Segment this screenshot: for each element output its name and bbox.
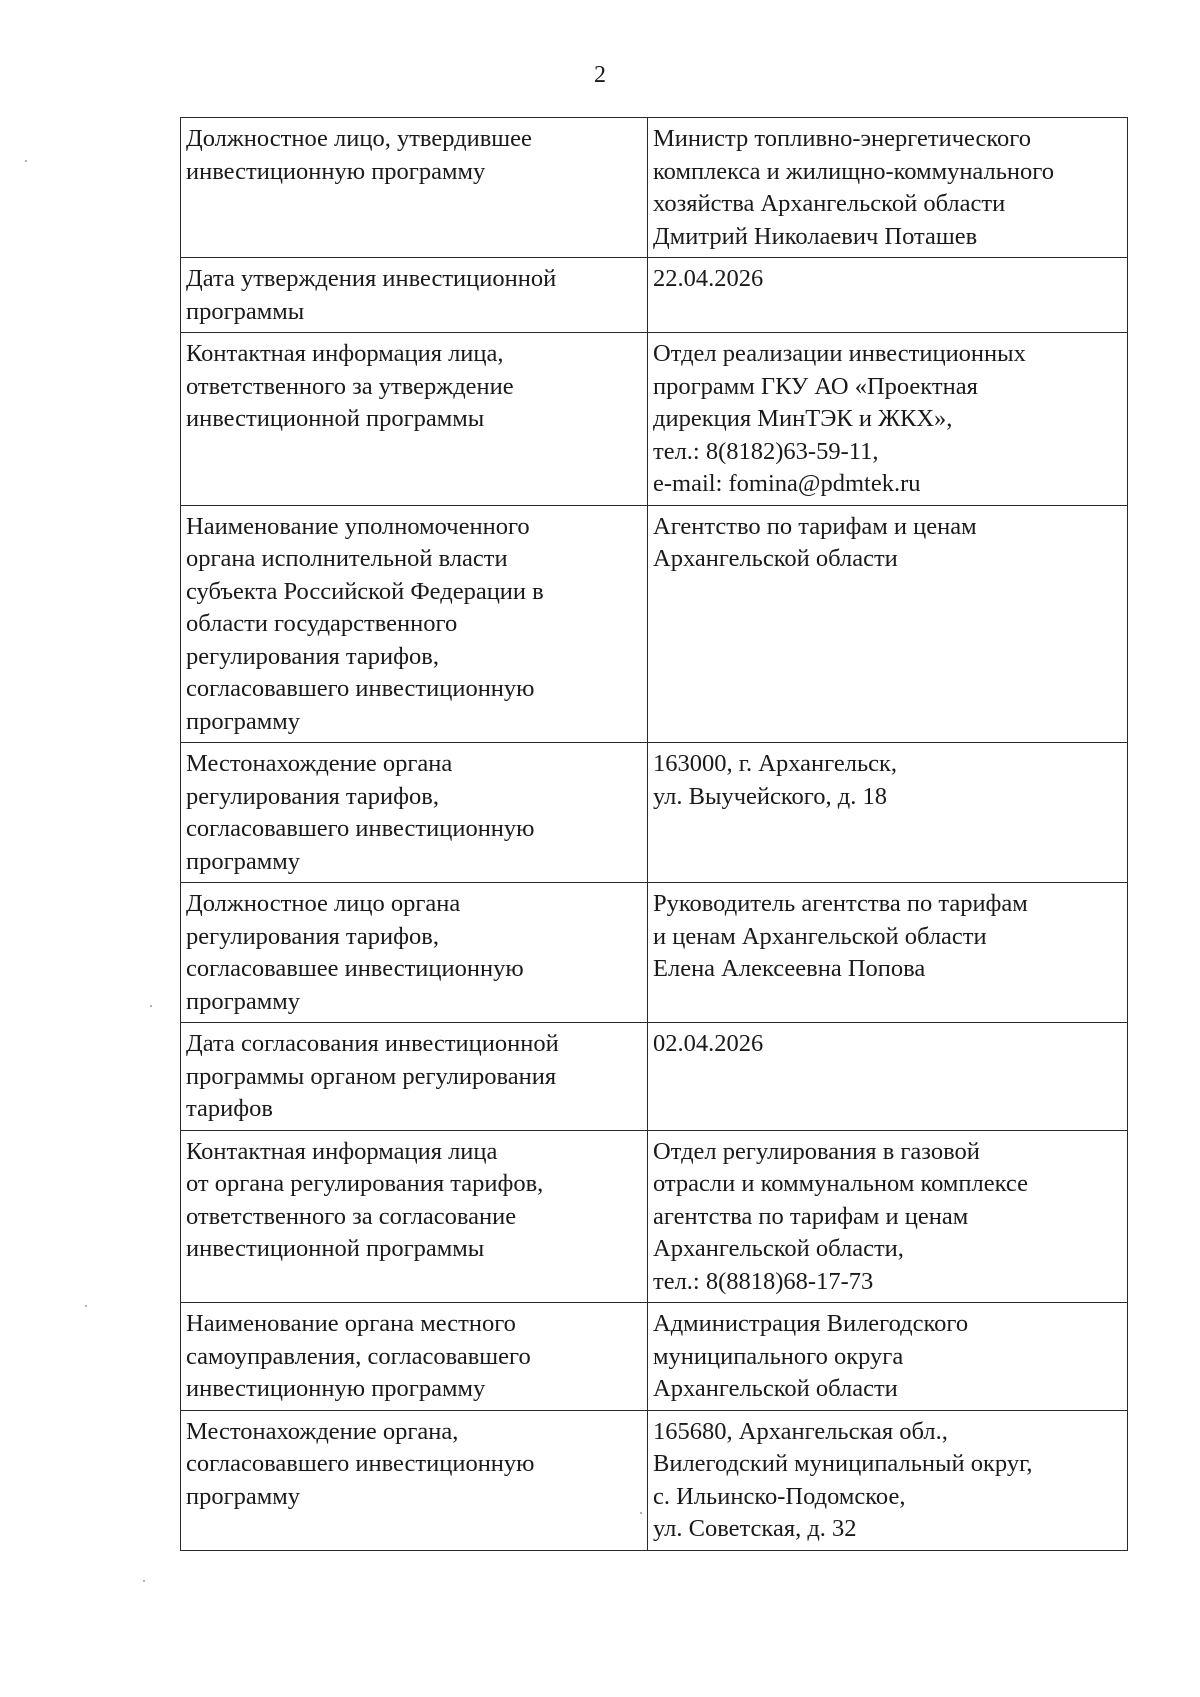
scan-speck bbox=[25, 160, 27, 162]
row-value: 165680, Архангельская обл., Вилегодский муниципальный округ, с. Ильинско-Подомское, ул. Советская, д. 32 bbox=[648, 1410, 1128, 1550]
row-label: Дата согласования инвестиционной программы органом регулирования тарифов bbox=[181, 1023, 648, 1131]
row-label: Местонахождение органа, согласовавшего инвестиционную программу bbox=[181, 1410, 648, 1550]
row-value: 02.04.2026 bbox=[648, 1023, 1128, 1131]
row-label: Наименование уполномоченного органа исполнительной власти субъекта Российской Федерации в области государственного регулирования тарифов, согласовавшего инвестиционную программу bbox=[181, 505, 648, 743]
scan-speck bbox=[143, 1580, 145, 1582]
row-label: Контактная информация лица от органа регулирования тарифов, ответственного за согласование инвестиционной программы bbox=[181, 1130, 648, 1303]
table-row bbox=[181, 883, 1128, 1023]
scan-speck bbox=[150, 1005, 152, 1007]
row-label: Дата утверждения инвестиционной программы bbox=[181, 258, 648, 333]
scan-speck bbox=[85, 1305, 87, 1307]
table-row bbox=[181, 743, 1128, 883]
row-label: Местонахождение органа регулирования тарифов, согласовавшего инвестиционную программу bbox=[181, 743, 648, 883]
row-value: 22.04.2026 bbox=[648, 258, 1128, 333]
row-label: Наименование органа местного самоуправления, согласовавшего инвестиционную программу bbox=[181, 1303, 648, 1411]
row-label: Контактная информация лица, ответственного за утверждение инвестиционной программы bbox=[181, 333, 648, 506]
row-value: Министр топливно-энергетического комплекса и жилищно-коммунального хозяйства Архангельской области Дмитрий Николаевич Поташев bbox=[648, 118, 1128, 258]
program-info-table bbox=[180, 117, 1128, 1551]
row-value: Руководитель агентства по тарифам и ценам Архангельской области Елена Алексеевна Попова bbox=[648, 883, 1128, 1023]
table-row bbox=[181, 333, 1128, 506]
table-row bbox=[181, 1303, 1128, 1411]
row-value: Отдел регулирования в газовой отрасли и коммунальном комплексе агентства по тарифам и ценам Архангельской области, тел.: 8(8818)68-17-73 bbox=[648, 1130, 1128, 1303]
row-value: Администрация Вилегодского муниципального округа Архангельской области bbox=[648, 1303, 1128, 1411]
row-label: Должностное лицо, утвердившее инвестиционную программу bbox=[181, 118, 648, 258]
row-value: Агентство по тарифам и ценам Архангельской области bbox=[648, 505, 1128, 743]
scan-speck bbox=[640, 1512, 642, 1514]
table-row bbox=[181, 118, 1128, 258]
row-value: Отдел реализации инвестиционных программ ГКУ АО «Проектная дирекция МинТЭК и ЖКХ», тел.: 8(8182)63-59-11, e-mail: fomina@pdmtek.ru bbox=[648, 333, 1128, 506]
row-value: 163000, г. Архангельск, ул. Выучейского, д. 18 bbox=[648, 743, 1128, 883]
table-row bbox=[181, 258, 1128, 333]
table-row bbox=[181, 1410, 1128, 1550]
table-row bbox=[181, 1130, 1128, 1303]
table-row bbox=[181, 505, 1128, 743]
page-number: 2 bbox=[594, 62, 606, 88]
row-label: Должностное лицо органа регулирования тарифов, согласовавшее инвестиционную программу bbox=[181, 883, 648, 1023]
table-row bbox=[181, 1023, 1128, 1131]
